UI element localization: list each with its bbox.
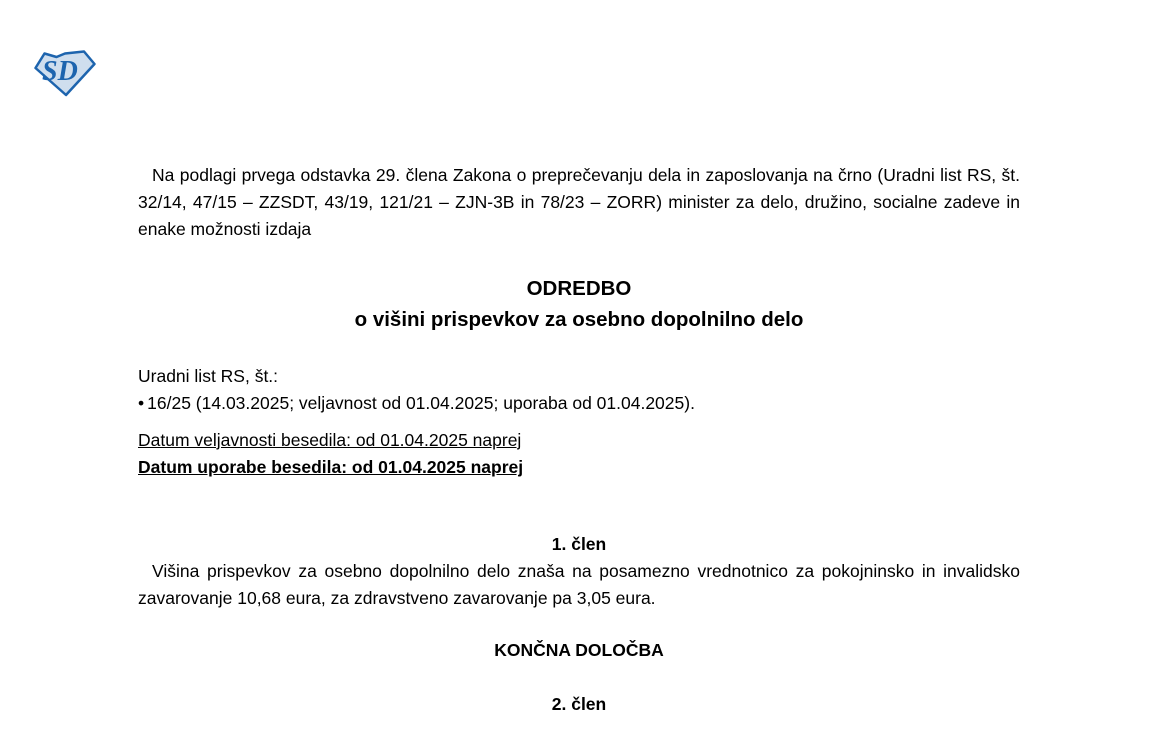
document-title: ODREDBO — [526, 277, 632, 300]
document-subtitle: o višini prispevkov za osebno dopolnilno delo — [354, 308, 804, 331]
article-2-heading: 2. člen — [551, 694, 607, 714]
bullet-icon: • — [138, 393, 145, 413]
gazette-item-text: 16/25 (14.03.2025; veljavnost od 01.04.2025; uporaba od 01.04.2025). — [147, 393, 695, 413]
article-1-heading: 1. člen — [551, 534, 607, 554]
application-date-line: Datum uporabe besedila: od 01.04.2025 naprej — [138, 457, 524, 477]
validity-date-line: Datum veljavnosti besedila: od 01.04.2025 naprej — [138, 430, 522, 450]
document-title-block — [138, 273, 1020, 335]
gazette-label: Uradni list RS, št.: — [138, 366, 279, 386]
logo-letters: SD — [42, 56, 78, 87]
final-provision-heading: KONČNA DOLOČBA — [494, 640, 664, 660]
article-1-text: Višina prispevkov za osebno dopolnilno delo znaša na posamezno vrednotnico za pokojninsko in invalidsko zavarovanje 10,68 eura, za zdravstveno zavarovanje pa 3,05 eura. — [138, 561, 1020, 608]
validity-block — [138, 427, 1020, 481]
document-body — [138, 162, 1020, 718]
sd-logo — [34, 46, 96, 98]
gazette-list-item — [138, 390, 1020, 417]
sd-diamond-logo-icon — [34, 46, 96, 98]
intro-paragraph: Na podlagi prvega odstavka 29. člena Zakona o preprečevanju dela in zaposlovanja na črno (Uradni list RS, št. 32/14, 47/15 – ZZSDT, 43/19, 121/21 – ZJN-3B in 78/23 – ZORR) minister za delo, družino, socialne zadeve in enake možnosti izdaja — [138, 165, 1020, 239]
